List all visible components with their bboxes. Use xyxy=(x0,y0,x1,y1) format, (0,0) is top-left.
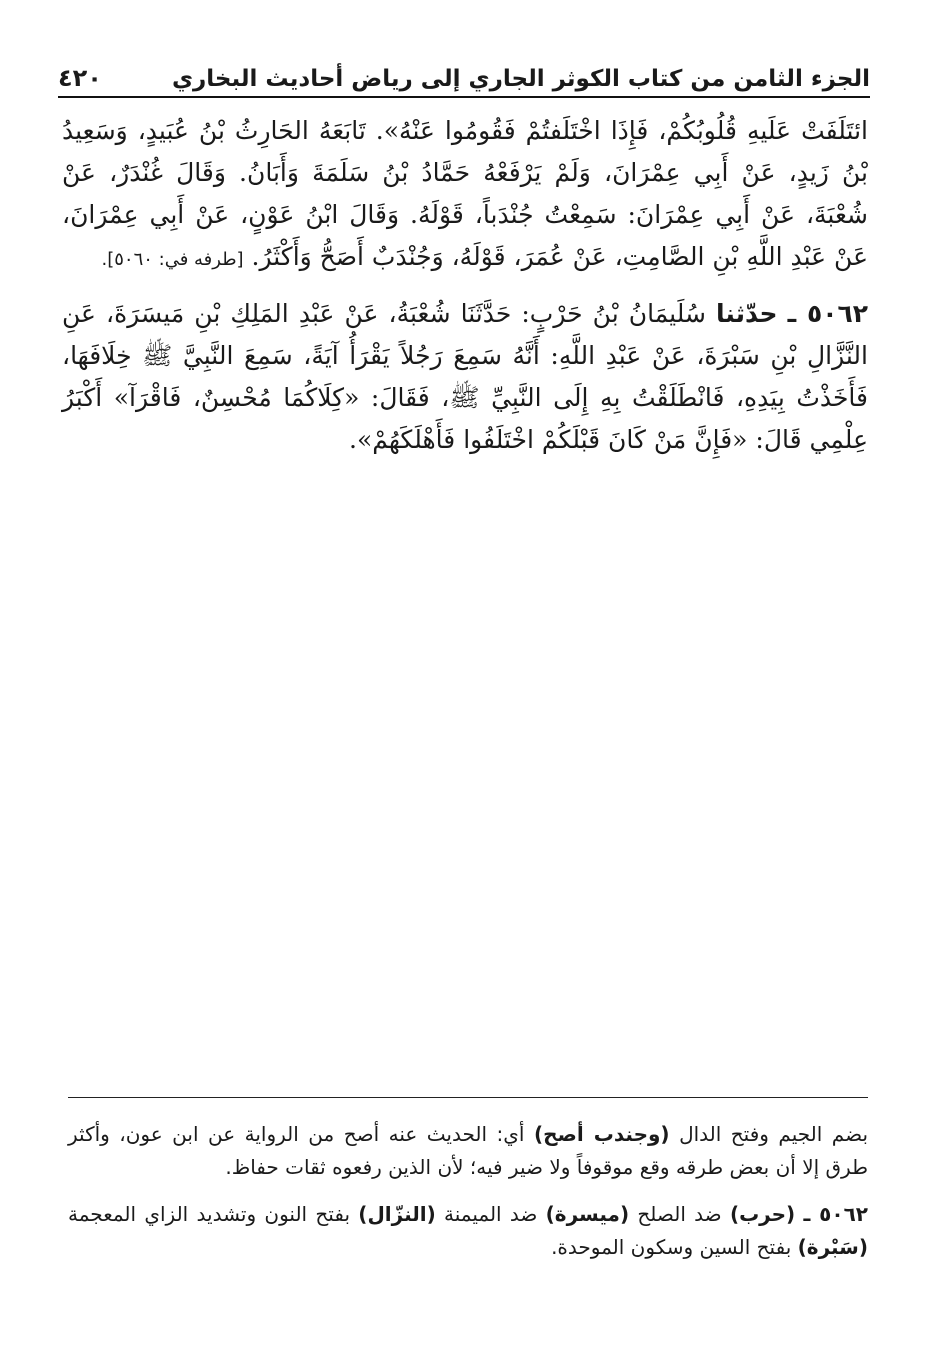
footnote-text: أي: الحديث عنه أصح من الرواية عن ابن عون، وأكثر طرق إلا أن بعض طرقه وقع موقوفاً ولا ضير فيه؛ لأن الذين رفعوه ثقات حفاظ. xyxy=(68,1122,868,1179)
hadith-text: سُلَيمَانُ بْنُ حَرْبٍ: حَدَّثَنَا شُعْبَةُ، عَنْ عَبْدِ المَلِكِ بْنِ مَيسَرَةَ، عَنِ النَّزَّالِ بْنِ سَبْرَةَ، عَنْ عَبْدِ اللَّهِ: أَنَّهُ سَمِعَ رَجُلاً يَقْرَأُ آيَةً، سَمِعَ النَّبِيَّ ﷺ خِلَافَهَا، فَأَخَذْتُ بِيَدِهِ، فَانْطَلَقْتُ بِهِ إِلَى النَّبِيِّ ﷺ، فَقَالَ: «كِلَاكُمَا مُحْسِنٌ، فَاقْرَآ» أَكْبَرُ عِلْمِي قَالَ: «فَإِنَّ مَنْ كَانَ قَبْلَكُمْ اخْتَلَفُوا فَأَهْلَكَهُمْ». xyxy=(62,299,868,454)
footnote-term: (سَبْرة) xyxy=(797,1235,868,1259)
footnote-text: ضد الصلح xyxy=(637,1202,722,1226)
footnote-text: بضم الجيم وفتح الدال xyxy=(679,1122,869,1146)
paragraph-text: ائتَلَفَتْ عَلَيهِ قُلُوبُكُمْ، فَإِذَا اخْتَلَفتُمْ فَقُومُوا عَنْهُ». تَابَعَهُ الحَارِثُ بْنُ عُبَيدٍ، وَسَعِيدُ بْنُ زَيدٍ، عَنْ أَبِي عِمْرَانَ، وَلَمْ يَرْفَعْهُ حَمَّادُ بْنُ سَلَمَةَ وَأَبَانُ. وَقَالَ غُنْدَرٌ، عَنْ شُعْبَةَ، عَنْ أَبِي عِمْرَانَ: سَمِعْتُ جُنْدَباً، قَوْلَهُ. وَقَالَ ابْنُ عَوْنٍ، عَنْ أَبِي عِمْرَانَ، عَنْ عَبْدِ اللَّهِ بْنِ الصَّامِتِ، عَنْ عُمَرَ، قَوْلَهُ، وَجُنْدَبٌ أَصَحُّ وَأَكْثَرُ. xyxy=(62,116,868,271)
page-number: ٤٢٠ xyxy=(58,64,102,92)
hadith-number: ٥٠٦٢ ـ xyxy=(787,299,869,328)
footnote-term: (وجندب أصح) xyxy=(533,1122,670,1146)
footnote-1 xyxy=(68,1118,868,1184)
hadith-5062 xyxy=(62,293,868,461)
hadith-lead-word: حدّثنا xyxy=(716,299,778,328)
cross-reference: [طرفه في: ٥٠٦٠]. xyxy=(101,249,244,270)
footnote-term: (النزّال) xyxy=(358,1202,436,1226)
main-text xyxy=(62,110,868,461)
footnotes xyxy=(68,1118,868,1264)
footnote-5062 xyxy=(68,1198,868,1264)
footnote-term: (حرب) xyxy=(729,1202,796,1226)
footnote-number: ٥٠٦٢ ـ xyxy=(803,1202,868,1226)
footnote-text: بفتح السين وسكون الموحدة. xyxy=(551,1235,792,1259)
footnote-text: ضد الميمنة xyxy=(444,1202,538,1226)
footnote-term: (ميسرة) xyxy=(545,1202,630,1226)
footnote-divider xyxy=(68,1097,868,1098)
page-header xyxy=(58,58,870,98)
footnote-text: بفتح النون وتشديد الزاي المعجمة xyxy=(68,1202,351,1226)
running-title: الجزء الثامن من كتاب الكوثر الجاري إلى رياض أحاديث البخاري xyxy=(171,66,870,92)
paragraph-continuation xyxy=(62,110,868,281)
